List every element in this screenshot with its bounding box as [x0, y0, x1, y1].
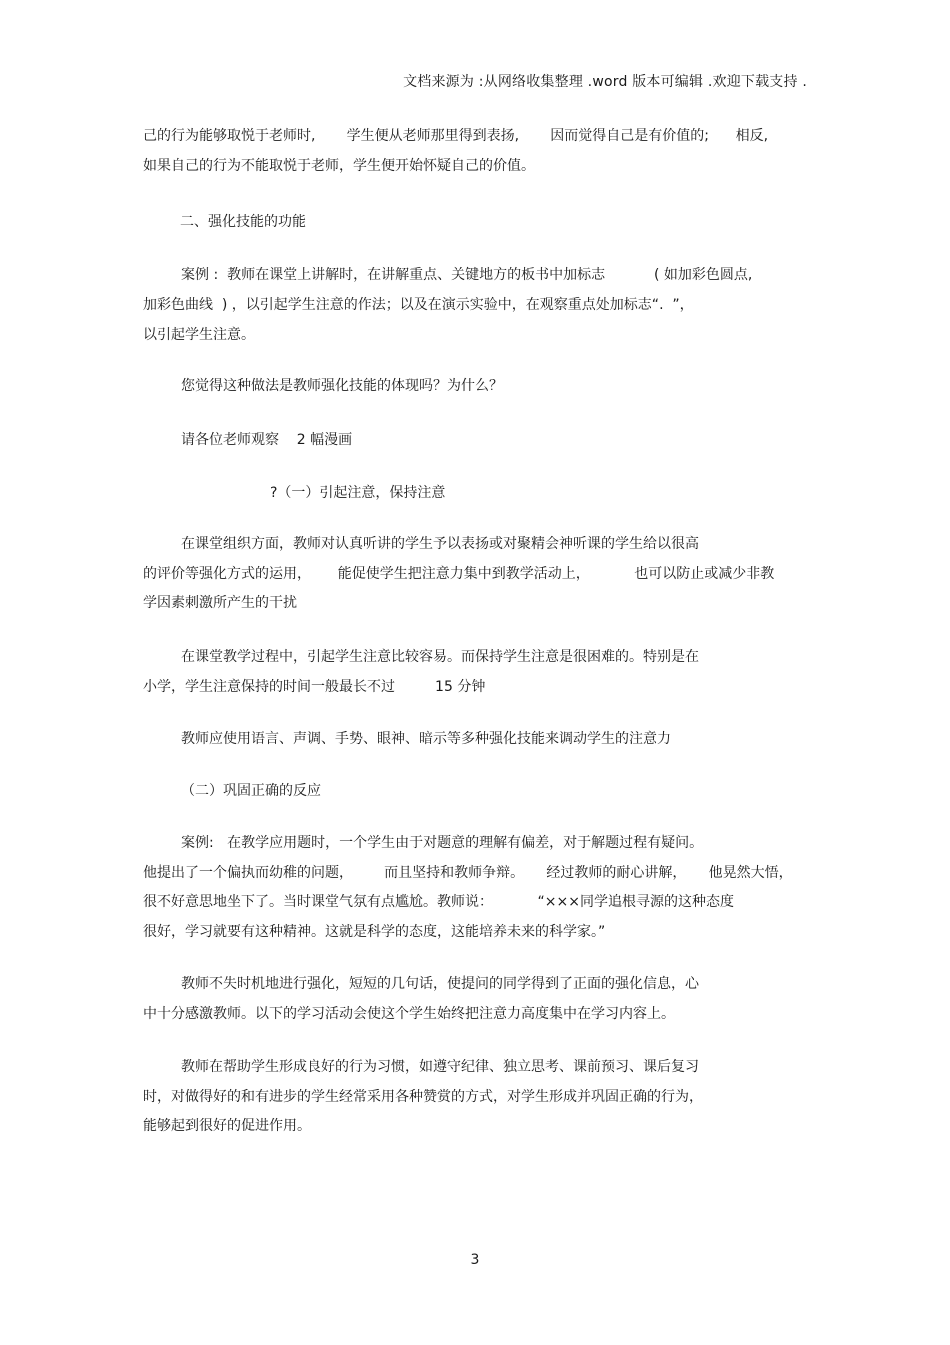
body-line: 能够起到很好的促进作用。 — [143, 1118, 311, 1134]
body-line: 在课堂教学过程中，引起学生注意比较容易。而保持学生注意是很困难的。特别是在 — [181, 649, 699, 665]
body-line: 时，对做得好的和有进步的学生经常采用各种赞赏的方式，对学生形成并巩固正确的行为， — [143, 1089, 703, 1105]
body-line: 教师应使用语言、声调、手势、眼神、暗示等多种强化技能来调动学生的注意力 — [181, 731, 671, 747]
section-heading: 二、强化技能的功能 — [180, 214, 306, 230]
body-line: 案例 : 教师在课堂上讲解时，在讲解重点、关键地方的板书中加标志 ( 如加彩色圆点, — [181, 267, 753, 283]
subsection-heading: ?（一）引起注意，保持注意 — [270, 485, 446, 501]
body-line: 请各位老师观察 2 幅漫画 — [181, 432, 353, 448]
body-line: 他提出了一个偏执而幼稚的问题， 而且坚持和教师争辩。 经过教师的耐心讲解， 他晃然大悟， — [143, 865, 793, 881]
body-line: 加彩色曲线 ) ，以引起学生注意的作法；以及在演示实验中，在观察重点处加标志“. ”， — [143, 297, 694, 313]
body-line: 以引起学生注意。 — [143, 327, 255, 343]
body-line: 教师在帮助学生形成良好的行为习惯，如遵守纪律、独立思考、课前预习、课后复习 — [181, 1059, 699, 1075]
body-line: 如果自己的行为不能取悦于老师，学生便开始怀疑自己的价值。 — [143, 158, 535, 174]
subsection-heading: （二）巩固正确的反应 — [181, 783, 321, 799]
body-line: 小学，学生注意保持的时间一般最长不过 15 分钟 — [143, 679, 486, 695]
body-line: 案例: 在教学应用题时，一个学生由于对题意的理解有偏差，对于解题过程有疑问。 — [181, 835, 704, 851]
page-number: 3 — [470, 1252, 480, 1268]
body-line: 的评价等强化方式的运用， 能促使学生把注意力集中到教学活动上， 也可以防止或减少非教 — [143, 566, 775, 582]
body-line: 学因素刺激所产生的干扰 — [143, 595, 297, 611]
body-line: 教师不失时机地进行强化，短短的几句话，使提问的同学得到了正面的强化信息，心 — [181, 976, 699, 992]
body-line: 很不好意思地坐下了。当时课堂气氛有点尴尬。教师说： “×××同学追根寻源的这种态度 — [143, 894, 734, 910]
source-header: 文档来源为 :从网络收集整理 .word 版本可编辑 .欢迎下载支持 . — [403, 74, 807, 90]
body-line: 中十分感激教师。以下的学习活动会使这个学生始终把注意力高度集中在学习内容上。 — [143, 1006, 675, 1022]
body-line: 己的行为能够取悦于老师时, 学生便从老师那里得到表扬, 因而觉得自己是有价值的; 相反, — [143, 128, 769, 144]
body-line: 在课堂组织方面，教师对认真听讲的学生予以表扬或对聚精会神听课的学生给以很高 — [181, 536, 699, 552]
body-line: 很好，学习就要有这种精神。这就是科学的态度，这能培养未来的科学家。” — [143, 924, 606, 940]
body-line: 您觉得这种做法是教师强化技能的体现吗？为什么？ — [181, 378, 503, 394]
